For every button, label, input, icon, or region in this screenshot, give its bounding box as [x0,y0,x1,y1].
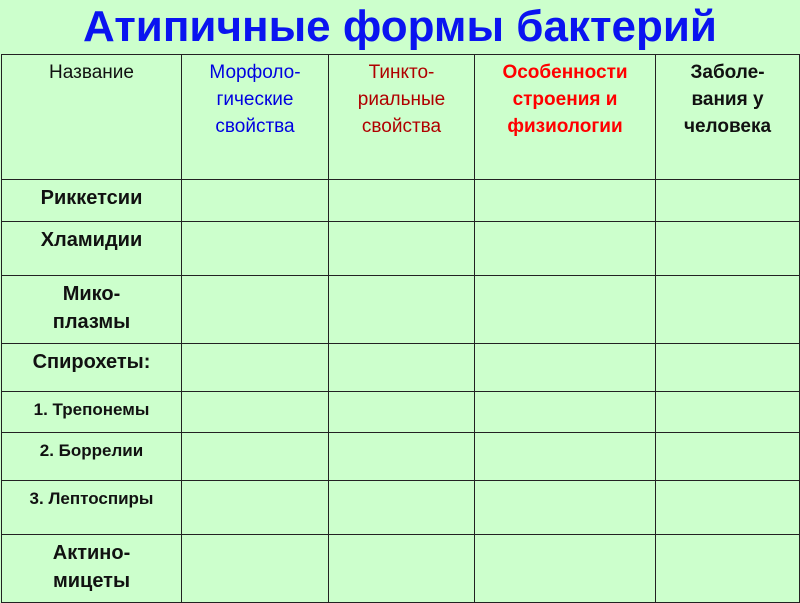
header-diseases: Заболе- вания у человека [656,55,800,180]
table-row [2,276,800,344]
empty-cell [182,180,329,222]
table-row [2,535,800,603]
empty-cell [329,392,475,433]
empty-cell [182,481,329,535]
empty-cell [182,276,329,344]
empty-cell [329,222,475,276]
empty-cell [329,535,475,603]
empty-cell [475,392,656,433]
row-name: 1. Трепонемы [2,392,182,433]
empty-cell [656,276,800,344]
empty-cell [656,535,800,603]
header-tinctorial: Тинкто- риальные свойства [329,55,475,180]
empty-cell [475,344,656,392]
empty-cell [182,222,329,276]
row-name: Риккетсии [2,180,182,222]
table-row [2,344,800,392]
empty-cell [656,392,800,433]
table-row [2,222,800,276]
table-row [2,392,800,433]
header-structure: Особенности строения и физиологии [475,55,656,180]
empty-cell [475,481,656,535]
row-name: Мико- плазмы [2,276,182,344]
row-name: 3. Лептоспиры [2,481,182,535]
empty-cell [656,344,800,392]
row-name: Спирохеты: [2,344,182,392]
header-morphology: Морфоло- гические свойства [182,55,329,180]
header-row [2,55,800,180]
empty-cell [656,180,800,222]
row-name: Хламидии [2,222,182,276]
empty-cell [182,535,329,603]
table-row [2,481,800,535]
empty-cell [329,344,475,392]
empty-cell [329,276,475,344]
empty-cell [329,180,475,222]
header-name: Название [2,55,182,180]
empty-cell [329,433,475,481]
empty-cell [475,535,656,603]
table-row [2,433,800,481]
empty-cell [656,222,800,276]
empty-cell [656,481,800,535]
empty-cell [656,433,800,481]
empty-cell [475,180,656,222]
empty-cell [182,433,329,481]
empty-cell [182,392,329,433]
empty-cell [475,276,656,344]
empty-cell [329,481,475,535]
row-name: Актино- мицеты [2,535,182,603]
empty-cell [475,433,656,481]
row-name: 2. Боррелии [2,433,182,481]
empty-cell [475,222,656,276]
bacteria-table [1,54,800,603]
table-row [2,180,800,222]
empty-cell [182,344,329,392]
slide-title: Атипичные формы бактерий [83,2,717,51]
